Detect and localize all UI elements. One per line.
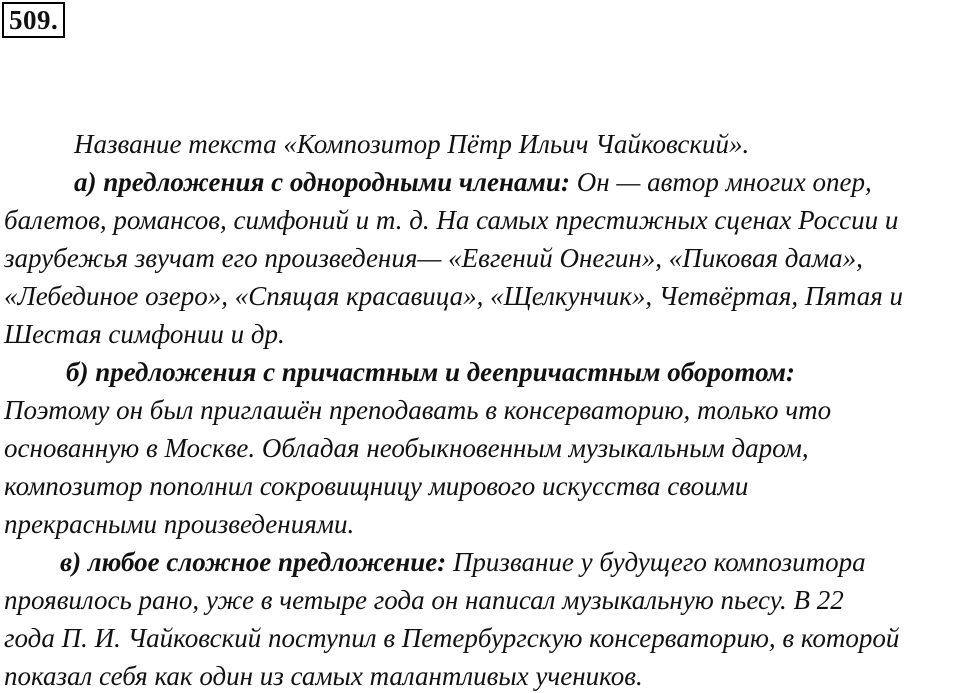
text-line xyxy=(4,431,809,465)
text-line xyxy=(4,469,748,503)
text-line xyxy=(4,393,831,427)
text-line xyxy=(4,241,863,275)
line-text: года П. И. Чайковский поступил в Петербургскую консерваторию, в которой xyxy=(4,623,900,653)
line-text: композитор пополнил сокровищницу мирового искусства своими xyxy=(4,471,749,501)
text-line xyxy=(4,583,844,617)
text-line xyxy=(4,659,643,693)
text-line xyxy=(4,317,285,351)
line-text: показал себя как один из самых талантливых учеников. xyxy=(4,661,643,691)
line-text: Название текста «Композитор Пётр Ильич Чайковский». xyxy=(74,129,750,159)
line-text: балетов, романсов, симфоний и т. д. На самых престижных сценах России и xyxy=(4,205,899,235)
text-line-section-b xyxy=(66,355,795,389)
section-a-heading: а) предложения с однородными членами: xyxy=(74,167,570,197)
section-c-heading: в) любое сложное предложение: xyxy=(60,547,447,577)
line-text: прекрасными произведениями. xyxy=(4,509,355,539)
text-line-section-c xyxy=(60,545,866,579)
text-line xyxy=(4,507,354,541)
text-line xyxy=(4,279,903,313)
exercise-number: 509. xyxy=(2,2,65,38)
line-text: Шестая симфонии и др. xyxy=(4,319,285,349)
line-text: Поэтому он был приглашён преподавать в консерваторию, только что xyxy=(4,395,832,425)
line-text: проявилось рано, уже в четыре года он написал музыкальную пьесу. В 22 xyxy=(4,585,844,615)
text-line-section-a xyxy=(74,165,872,199)
line-text: основанную в Москве. Обладая необыкновенным музыкальным даром, xyxy=(4,433,809,463)
text-line xyxy=(4,621,899,655)
section-b-heading: б) предложения с причастным и деепричастным оборотом: xyxy=(66,357,796,387)
line-text: зарубежья звучат его произведения— «Евгений Онегин», «Пиковая дама», xyxy=(4,243,863,273)
text-line-title xyxy=(74,127,749,161)
line-text: Призвание у будущего композитора xyxy=(446,547,866,577)
line-text: «Лебединое озеро», «Спящая красавица», «Щелкунчик», Четвёртая, Пятая и xyxy=(4,281,904,311)
text-line xyxy=(4,203,898,237)
line-text: Он — автор многих опер, xyxy=(569,167,872,197)
